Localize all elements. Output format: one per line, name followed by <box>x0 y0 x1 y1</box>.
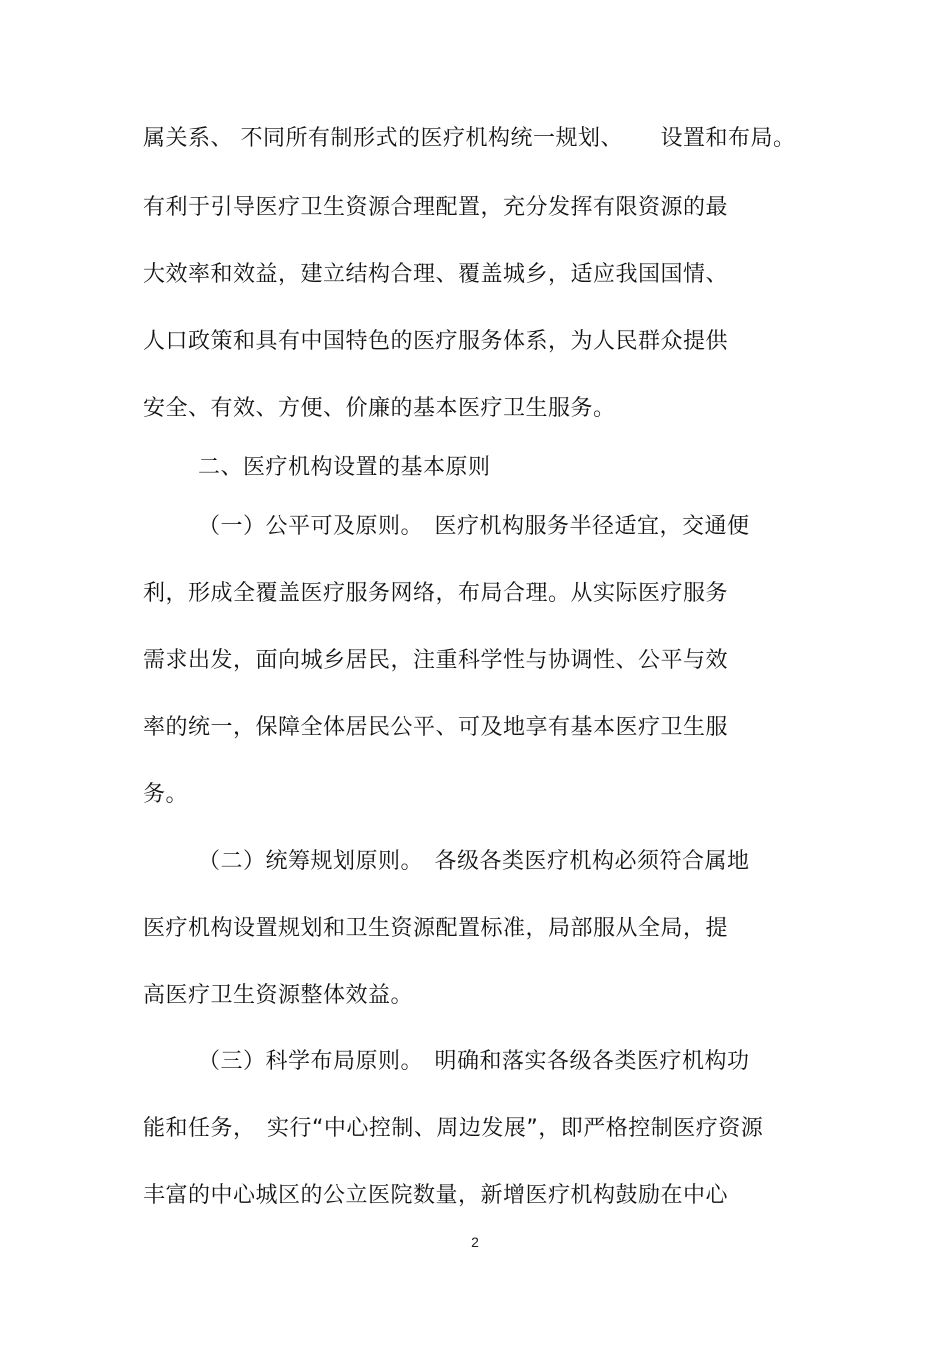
text-line: 利，形成全覆盖医疗服务网络，布局合理。从实际医疗服务 <box>143 581 729 606</box>
text-line: 率的统一，保障全体居民公平、可及地享有基本医疗卫生服 <box>143 715 729 740</box>
text-line: 大效率和效益，建立结构合理、覆盖城乡，适应我国国情、 <box>143 262 729 287</box>
text-line: 有利于引导医疗卫生资源合理配置，充分发挥有限资源的最 <box>143 195 729 220</box>
text-line: 丰富的中心城区的公立医院数量，新增医疗机构鼓励在中心 <box>143 1183 729 1208</box>
text-line: （三）科学布局原则。 明确和落实各级各类医疗机构功 <box>198 1049 750 1074</box>
text-line: 务。 <box>143 782 189 807</box>
page-number: 2 <box>471 1234 479 1250</box>
text-line: 医疗机构设置规划和卫生资源配置标准，局部服从全局，提 <box>143 916 729 941</box>
text-line: 属关系、 不同所有制形式的医疗机构统一规划、 设置和布局。 <box>143 126 796 151</box>
text-line: （二）统筹规划原则。 各级各类医疗机构必须符合属地 <box>198 849 750 874</box>
text-line: 人口政策和具有中国特色的医疗服务体系，为人民群众提供 <box>143 329 729 354</box>
text-line: 能和任务， 实行“中心控制、周边发展”，即严格控制医疗资源 <box>143 1116 764 1141</box>
text-line: 需求出发，面向城乡居民，注重科学性与协调性、公平与效 <box>143 648 729 673</box>
text-line: 高医疗卫生资源整体效益。 <box>143 983 414 1008</box>
text-line: 安全、有效、方便、价廉的基本医疗卫生服务。 <box>143 396 616 421</box>
text-line: （一）公平可及原则。 医疗机构服务半径适宜，交通便 <box>198 514 750 539</box>
section-heading: 二、医疗机构设置的基本原则 <box>198 455 491 480</box>
